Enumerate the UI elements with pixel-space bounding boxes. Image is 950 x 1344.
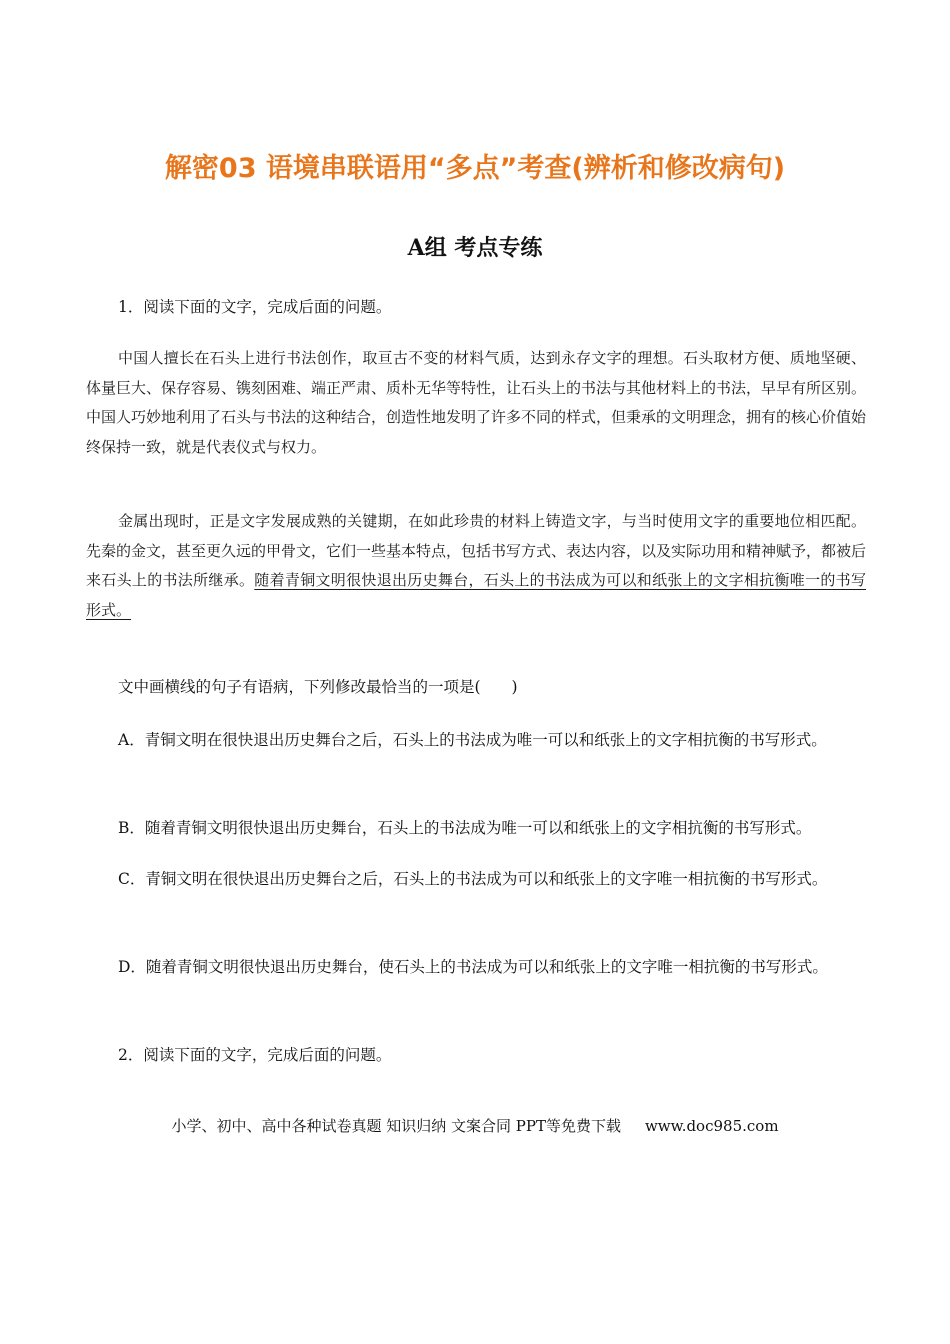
footer-text: 小学、初中、高中各种试卷真题 知识归纳 文案合同 PPT等免费下载 [171, 1117, 621, 1135]
section-heading: A组 考点专练 [407, 235, 543, 261]
option-c: C．青铜文明在很快退出历史舞台之后，石头上的书法成为可以和纸张上的文字唯一相抗衡的书写形式。 [118, 870, 828, 888]
question-2-prompt: 2．阅读下面的文字，完成后面的问题。 [118, 1046, 392, 1064]
option-b: B．随着青铜文明很快退出历史舞台，石头上的书法成为唯一可以和纸张上的文字相抗衡的书写形式。 [118, 819, 812, 837]
page-footer [0, 1115, 950, 1136]
underlined-sentence: 随着青铜文明很快退出历史舞台，石头上的书法成为可以和纸张上的文字相抗衡唯一的书写形式。 [86, 571, 866, 619]
footer-url[interactable]: www.doc985.com [644, 1117, 779, 1135]
option-d: D．随着青铜文明很快退出历史舞台，使石头上的书法成为可以和纸张上的文字唯一相抗衡的书写形式。 [118, 958, 828, 976]
question-1-prompt: 1．阅读下面的文字，完成后面的问题。 [118, 298, 392, 316]
passage-paragraph-2-text: 金属出现时，正是文字发展成熟的关键期，在如此珍贵的材料上铸造文字，与当时使用文字的重要地位相匹配。先秦的金文，甚至更久远的甲骨文，它们一些基本特点，包括书写方式、表达内容，以及实际功用和精神赋予，都被后来石头上的书法所继承。 [86, 512, 867, 589]
option-a: A．青铜文明在很快退出历史舞台之后，石头上的书法成为唯一可以和纸张上的文字相抗衡的书写形式。 [118, 731, 827, 749]
page-title: 解密03 语境串联语用“多点”考查(辨析和修改病句) [164, 153, 786, 184]
question-1-stem: 文中画横线的句子有语病，下列修改最恰当的一项是( ) [118, 678, 518, 696]
passage-paragraph-2 [86, 507, 866, 625]
passage-paragraph-1: 中国人擅长在石头上进行书法创作，取亘古不变的材料气质，达到永存文字的理想。石头取材方便、质地坚硬、体量巨大、保存容易、镌刻困难、端正严肃、质朴无华等特性，让石头上的书法与其他材料上的书法，早早有所区别。中国人巧妙地利用了石头与书法的这种结合，创造性地发明了许多不同的样式，但秉承的文明理念，拥有的核心价值始终保持一致，就是代表仪式与权力。 [86, 349, 867, 456]
